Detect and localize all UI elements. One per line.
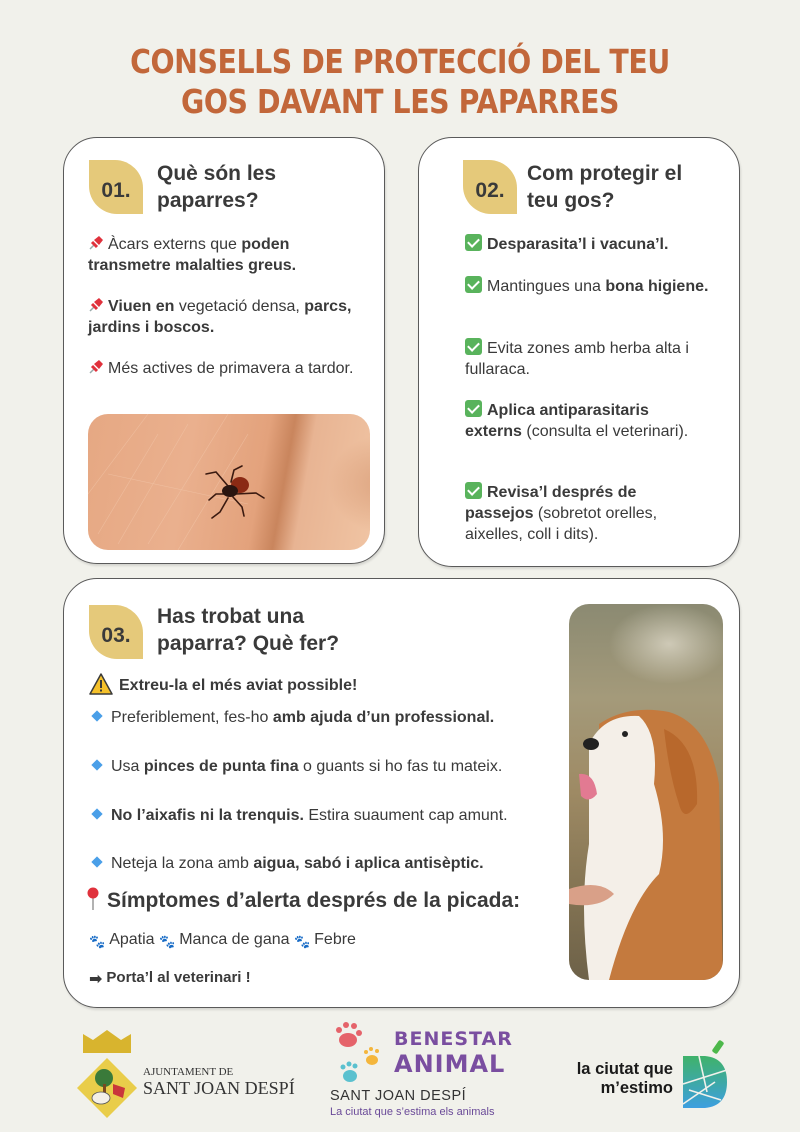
blue-diamond-icon: [91, 710, 102, 721]
check-mark-icon: [465, 338, 482, 355]
ajuntament-line-2: SANT JOAN DESPÍ: [143, 1078, 295, 1098]
card-how-to-protect: [418, 137, 740, 567]
card-heading: Què són les paparres?: [157, 162, 277, 212]
paw-prints-icon: 🐾: [293, 934, 311, 949]
warning-line: Extreu-la el més aviat possible!: [89, 673, 357, 696]
number-badge: 03.: [89, 605, 143, 659]
coat-of-arms-icon: [75, 1028, 139, 1120]
paw-prints-logo-icon: [330, 1020, 390, 1090]
ajuntament-line-1: AJUNTAMENT DE: [143, 1066, 234, 1078]
paw-prints-icon: 🐾: [159, 934, 176, 949]
round-pushpin-icon: [87, 887, 99, 911]
title-line-1: CONSELLS DE PROTECCIÓ DEL TEU: [130, 42, 670, 81]
protection-item: Mantingues una bona higiene.: [465, 276, 725, 297]
protection-item: Desparasita’l i vacuna’l.: [465, 234, 725, 255]
blue-diamond-icon: [91, 856, 102, 867]
benestar-animal-logo: [330, 1020, 515, 1125]
check-mark-icon: [465, 276, 482, 293]
blue-diamond-icon: [91, 808, 102, 819]
benestar-line-1: BENESTAR: [394, 1028, 513, 1050]
check-mark-icon: [465, 234, 482, 251]
step-item: No l’aixafis ni la trenquis. Estira suaument cap amunt.: [89, 805, 508, 826]
step-item: Usa pinces de punta fina o guants si ho fas tu mateix.: [89, 756, 502, 777]
paw-prints-icon: 🐾: [89, 934, 106, 949]
call-to-action: ➡ Porta’l al veterinari !: [89, 969, 251, 988]
protection-item: Revisa’l després de passejos (sobretot orelles, aixelles, coll i dits).: [465, 484, 658, 543]
warning-icon: [89, 673, 113, 695]
step-item: Preferiblement, fes-ho amb ajuda d’un professional.: [89, 707, 494, 728]
info-item: Viuen en vegetació densa, parcs, jardins i boscos.: [88, 298, 352, 336]
info-item: Àcars externs que poden transmetre malalties greus.: [88, 236, 297, 274]
symptoms-list: 🐾 Apatia 🐾 Manca de gana 🐾 Febre: [89, 929, 356, 952]
number-badge: 02.: [463, 160, 517, 214]
page-title: [56, 42, 744, 122]
card-heading: Com protegir el teu gos?: [527, 162, 683, 212]
blue-diamond-icon: [91, 759, 102, 770]
step-item: Neteja la zona amb aigua, sabó i aplica antisèptic.: [89, 853, 484, 874]
benestar-city: SANT JOAN DESPÍ: [330, 1088, 467, 1104]
card-heading: Has trobat una paparra? Què fer?: [157, 605, 340, 655]
title-line-2: GOS DAVANT LES PAPARRES: [180, 82, 620, 121]
beagle-dog-photo: [569, 604, 723, 980]
pushpin-icon: [88, 359, 104, 375]
pushpin-icon: [88, 235, 104, 251]
number-badge: 01.: [89, 160, 143, 214]
symptoms-heading: Símptomes d’alerta després de la picada:: [87, 887, 520, 915]
protection-item: Aplica antiparasitaris externs (consulta el veterinari).: [465, 402, 689, 440]
check-mark-icon: [465, 400, 482, 417]
ciutat-text: la ciutat que m’estimo: [576, 1060, 673, 1097]
ciutat-d-logo-icon: [681, 1040, 733, 1110]
benestar-tagline: La ciutat que s’estima els animals: [330, 1106, 495, 1118]
la-ciutat-que-mestimo-logo: [545, 1040, 735, 1112]
tick-on-skin-photo: [88, 414, 370, 550]
info-item: Més actives de primavera a tardor.: [88, 358, 368, 379]
right-arrow-icon: ➡: [89, 971, 103, 988]
pushpin-icon: [88, 297, 104, 313]
ajuntament-logo: [75, 1028, 295, 1120]
check-mark-icon: [465, 482, 482, 499]
protection-item: Evita zones amb herba alta i fullaraca.: [465, 340, 689, 378]
benestar-line-2: ANIMAL: [394, 1050, 506, 1078]
